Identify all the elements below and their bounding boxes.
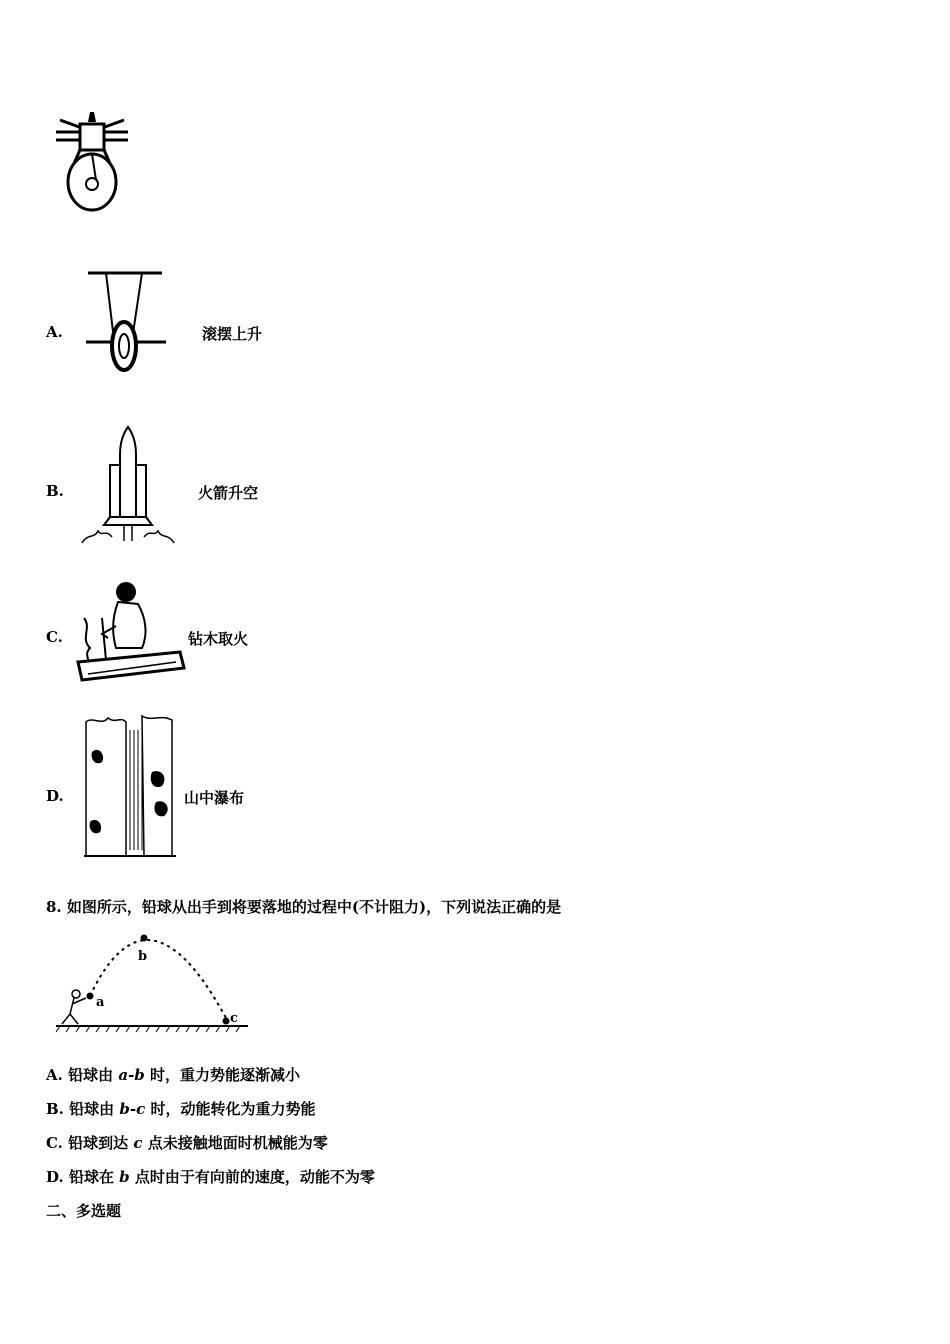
mountain-waterfall-icon (82, 712, 178, 860)
q8-option-b-var: b-c (119, 1100, 146, 1118)
section-heading: 二、多选题 (46, 1202, 122, 1220)
q8-option-c-post: 点未接触地面时机械能为零 (142, 1134, 328, 1152)
option-d-text: 山中瀑布 (184, 789, 245, 807)
drilling-wood-fire-icon (72, 578, 186, 682)
thrower-figure (62, 990, 86, 1024)
q8-option-c-pre: 铅球到达 (68, 1134, 134, 1152)
q8-option-d-label: D. (46, 1168, 64, 1186)
option-c-label: C. (46, 628, 63, 646)
option-a-label: A. (46, 323, 63, 341)
q8-option-a-post: 时，重力势能逐渐减小 (144, 1066, 301, 1084)
question-stem: 如图所示，铅球从出手到将要落地的过程中(不计阻力)，下列说法正确的是 (66, 898, 562, 916)
option-a-text: 滚摆上升 (202, 325, 263, 343)
q8-option-a (46, 1064, 300, 1085)
option-b-text: 火箭升空 (198, 484, 259, 502)
point-a-label: a (96, 995, 105, 1010)
option-c-text: 钻木取火 (188, 630, 249, 648)
rocket-launch-icon (80, 425, 176, 545)
rolling-pendulum-icon (86, 270, 166, 378)
question-8-stem (46, 896, 561, 917)
q8-option-a-var: a-b (118, 1066, 145, 1084)
q8-option-d-pre: 铅球在 (68, 1168, 120, 1186)
q8-option-c-var: c (133, 1134, 143, 1152)
engine-cylinder-icon (52, 110, 132, 215)
point-b-marker (141, 935, 148, 942)
q8-option-a-pre: 铅球由 (68, 1066, 119, 1084)
q8-option-b-label: B. (46, 1100, 64, 1118)
q8-option-a-label: A. (46, 1066, 63, 1084)
q8-option-b-pre: 铅球由 (69, 1100, 120, 1118)
question-number: 8. (46, 898, 62, 916)
q8-option-b (46, 1098, 315, 1119)
q8-option-b-post: 时，动能转化为重力势能 (145, 1100, 316, 1118)
q8-option-c-label: C. (46, 1134, 63, 1152)
point-b-label: b (138, 949, 148, 964)
point-c-marker (223, 1018, 230, 1025)
option-d-label: D. (46, 787, 64, 805)
q8-option-d-post: 点时由于有向前的速度，动能不为零 (129, 1168, 375, 1186)
point-c-label: c (230, 1011, 238, 1026)
shot-put-trajectory-icon (54, 930, 250, 1034)
q8-option-c (46, 1132, 328, 1153)
point-a-marker (87, 993, 94, 1000)
option-b-label: B. (46, 482, 64, 500)
q8-option-d (46, 1166, 375, 1187)
q8-option-d-var: b (119, 1168, 130, 1186)
